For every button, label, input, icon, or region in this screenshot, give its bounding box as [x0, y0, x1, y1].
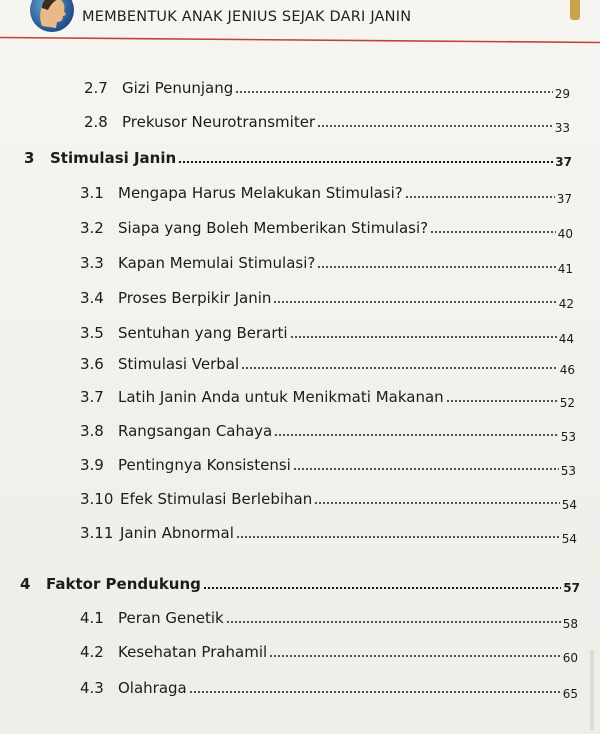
toc-number: 4.3	[80, 679, 104, 697]
scanner-watermark-icon	[586, 650, 598, 730]
toc-number: 3	[24, 149, 35, 167]
toc-title: Peran Genetik	[118, 609, 224, 627]
toc-title: Kapan Memulai Stimulasi?	[118, 254, 316, 272]
toc-title: Latih Janin Anda untuk Menikmati Makanan	[118, 388, 444, 406]
dot-leader	[293, 468, 559, 470]
dot-leader	[273, 301, 556, 303]
toc-page-number: 53	[560, 464, 576, 478]
dot-leader	[274, 434, 558, 436]
toc-title: Faktor Pendukung	[46, 575, 201, 593]
dot-leader	[446, 400, 558, 402]
toc-number: 2.8	[84, 113, 108, 131]
dot-leader	[317, 266, 555, 268]
toc-section-row	[80, 349, 575, 377]
dot-leader	[405, 196, 555, 198]
toc-number: 2.7	[84, 79, 108, 97]
toc-title: Gizi Penunjang	[122, 79, 234, 97]
toc-page-number: 60	[562, 651, 578, 665]
toc-page-number: 57	[563, 581, 580, 595]
toc-title: Kesehatan Prahamil	[118, 643, 268, 661]
toc-number: 3.4	[80, 289, 104, 307]
toc-section-row	[80, 518, 577, 546]
toc-title: Janin Abnormal	[120, 524, 234, 542]
dot-leader	[241, 367, 558, 369]
toc-section-row	[84, 73, 570, 101]
toc-page-number: 52	[559, 396, 575, 410]
toc-page-number: 40	[557, 227, 573, 241]
toc-title: Rangsangan Cahaya	[118, 422, 273, 440]
toc-section-row	[80, 484, 577, 512]
toc-number: 3.6	[80, 355, 104, 373]
toc-number: 4.2	[80, 643, 104, 661]
toc-title: Sentuhan yang Berarti	[118, 324, 288, 342]
dot-leader	[269, 655, 561, 657]
toc-number: 3.11	[80, 524, 114, 542]
toc-section-row	[80, 318, 574, 346]
header-title: MEMBENTUK ANAK JENIUS SEJAK DARI JANIN	[82, 9, 412, 25]
toc-number: 3.9	[80, 456, 104, 474]
toc-number: 3.5	[80, 324, 104, 342]
toc-page-number: 37	[555, 155, 572, 169]
dot-leader	[178, 161, 553, 163]
toc-title: Proses Berpikir Janin	[118, 289, 272, 307]
toc-section-row	[80, 382, 575, 410]
toc-page-number: 44	[558, 332, 574, 346]
toc-title: Efek Stimulasi Berlebihan	[120, 490, 313, 508]
toc-page-number: 41	[557, 262, 573, 276]
toc-page-number: 42	[558, 297, 574, 311]
toc-section-row	[80, 213, 573, 241]
toc-page-number: 58	[562, 617, 578, 631]
toc-title: Prekusor Neurotransmiter	[122, 113, 316, 131]
dot-leader	[189, 691, 561, 693]
toc-number: 3.7	[80, 388, 104, 406]
toc-page-number: 53	[560, 430, 576, 444]
toc-number: 3.3	[80, 254, 104, 272]
toc-section-row	[80, 248, 573, 276]
toc-section-row	[80, 178, 572, 206]
toc-section-row	[80, 603, 578, 631]
toc-page-number: 33	[554, 121, 570, 135]
toc-chapter-row	[24, 143, 572, 167]
dot-leader	[314, 502, 560, 504]
toc-title: Mengapa Harus Melakukan Stimulasi?	[118, 184, 403, 202]
toc-section-row	[84, 107, 570, 135]
toc-section-row	[80, 416, 576, 444]
toc-title: Olahraga	[118, 679, 187, 697]
toc-section-row	[80, 450, 576, 478]
dot-leader	[236, 536, 560, 538]
toc-number: 3.2	[80, 219, 104, 237]
toc-chapter-row	[20, 569, 580, 593]
toc-title: Stimulasi Janin	[50, 149, 177, 167]
toc-number: 4	[20, 575, 31, 593]
dot-leader	[290, 336, 557, 338]
toc-page-number: 37	[556, 192, 572, 206]
toc-title: Stimulasi Verbal	[118, 355, 240, 373]
dot-leader	[203, 587, 561, 589]
dot-leader	[317, 125, 553, 127]
toc-number: 3.1	[80, 184, 104, 202]
toc-page-number: 54	[561, 498, 577, 512]
toc-page-number: 65	[562, 687, 578, 701]
toc-title: Pentingnya Konsistensi	[118, 456, 291, 474]
dot-leader	[430, 231, 556, 233]
toc-section-row	[80, 283, 574, 311]
toc-number: 4.1	[80, 609, 104, 627]
dot-leader	[235, 91, 552, 93]
toc-title: Siapa yang Boleh Memberikan Stimulasi?	[118, 219, 429, 237]
toc-page-number: 54	[561, 532, 577, 546]
toc-number: 3.8	[80, 422, 104, 440]
toc-number: 3.10	[80, 490, 114, 508]
toc-section-row	[80, 673, 578, 701]
dot-leader	[226, 621, 561, 623]
toc-section-row	[80, 637, 578, 665]
toc-page-number: 29	[554, 87, 570, 101]
toc-page-number: 46	[559, 363, 575, 377]
